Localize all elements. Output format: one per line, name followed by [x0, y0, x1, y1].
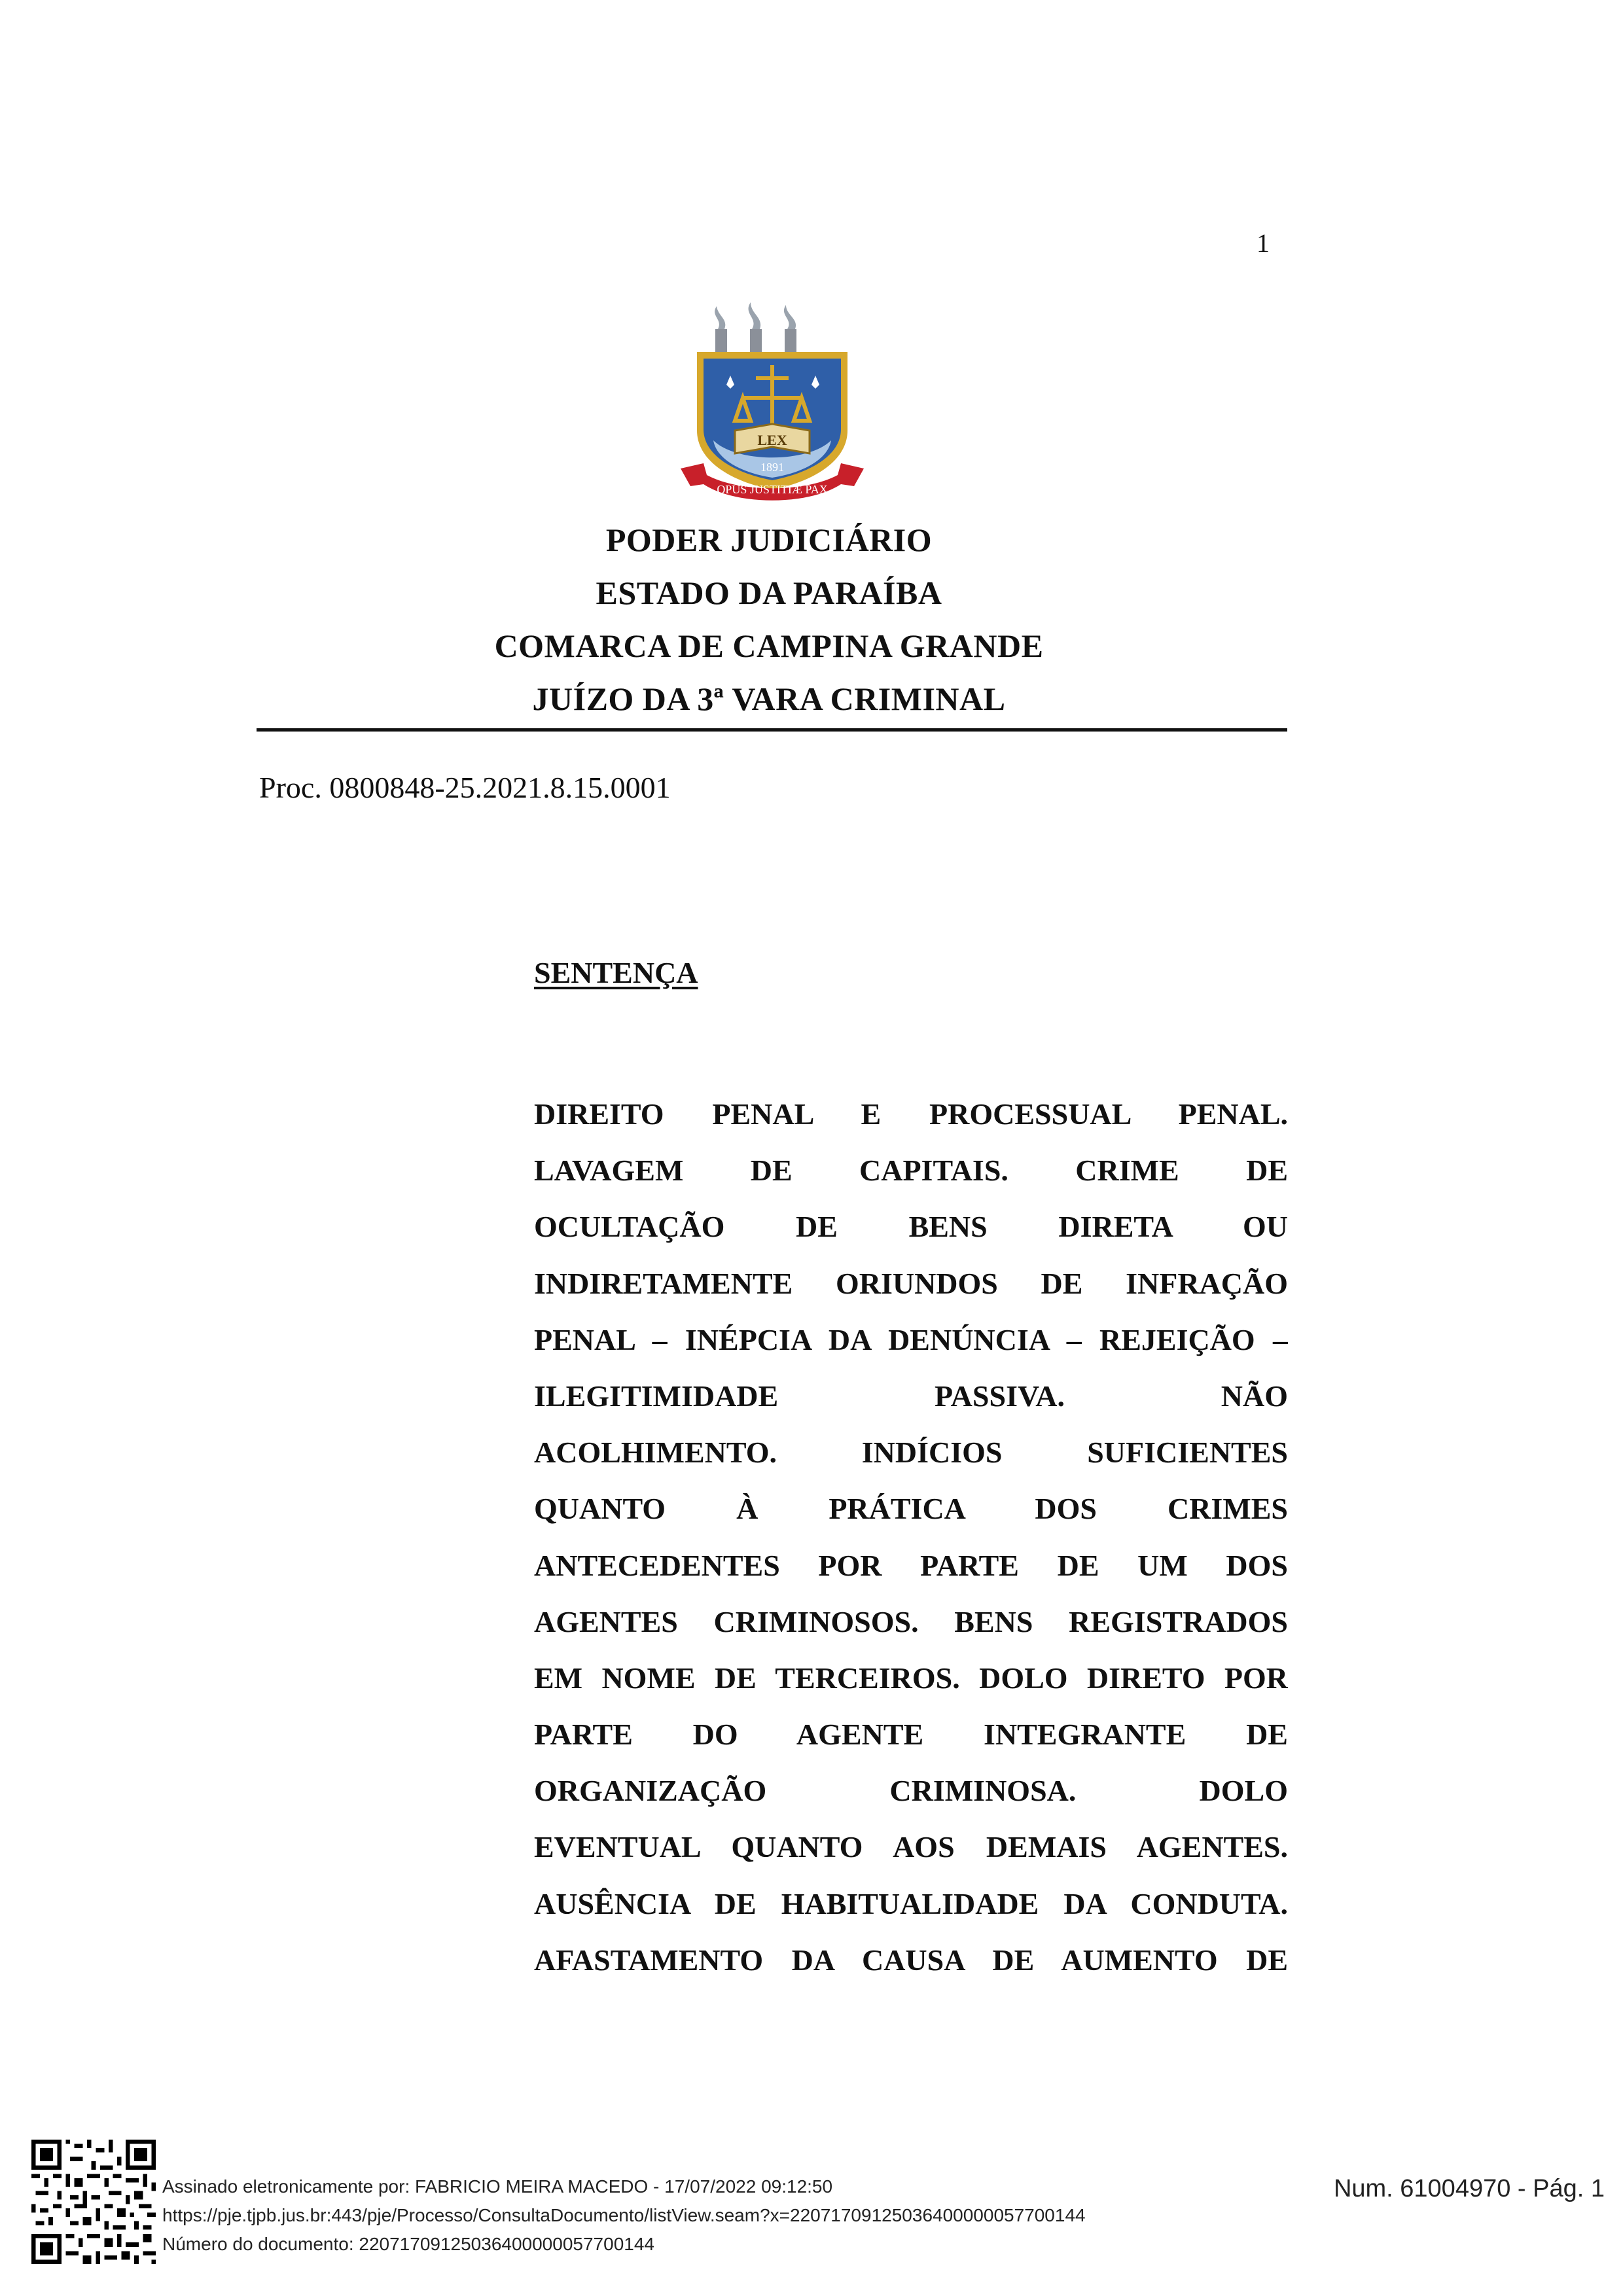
header-line-judiciary: PODER JUDICIÁRIO	[605, 521, 933, 558]
document-title: SENTENÇA	[534, 956, 698, 989]
page-number: 1	[1257, 228, 1270, 258]
ementa-line: EM NOME DE TERCEIROS. DOLO DIRETO POR	[534, 1661, 1288, 1695]
ementa-line: PENAL – INÉPCIA DA DENÚNCIA – REJEIÇÃO –	[534, 1322, 1288, 1356]
ementa-line: ANTECEDENTES POR PARTE DE UM DOS	[534, 1548, 1288, 1582]
qr-code-icon[interactable]	[31, 2140, 156, 2264]
ementa-line: ILEGITIMIDADE PASSIVA. NÃO	[534, 1379, 1288, 1413]
emblem-motto: OPUS JUSTITIÆ PAX	[717, 483, 828, 496]
ementa-line: ORGANIZAÇÃO CRIMINOSA. DOLO	[534, 1774, 1288, 1808]
signed-by-text: Assinado eletronicamente por: FABRICIO MEIRA MACEDO - 17/07/2022 09:12:50	[162, 2176, 833, 2197]
document-number-text: Número do documento: 22071709125036400000057700144	[162, 2234, 654, 2254]
ementa-line: AFASTAMENTO DA CAUSA DE AUMENTO DE	[534, 1943, 1288, 1977]
ementa-line: ACOLHIMENTO. INDÍCIOS SUFICIENTES	[534, 1436, 1288, 1470]
coat-of-arms-icon	[677, 300, 867, 509]
ementa-block	[534, 1086, 1288, 1988]
document-url-link[interactable]: https://pje.tjpb.jus.br:443/pje/Processo/ConsultaDocumento/listView.seam?x=22071709125036400000057700144	[162, 2205, 1086, 2225]
header-line-court: JUÍZO DA 3ª VARA CRIMINAL	[532, 680, 1006, 717]
ementa-line: INDIRETAMENTE ORIUNDOS DE INFRAÇÃO	[534, 1266, 1288, 1300]
ementa-line: LAVAGEM DE CAPITAIS. CRIME DE	[534, 1154, 1288, 1188]
signature-footer	[162, 2172, 1086, 2259]
emblem-book-text: LEX	[757, 432, 787, 448]
ementa-line: QUANTO À PRÁTICA DOS CRIMES	[534, 1492, 1288, 1526]
header-line-district: COMARCA DE CAMPINA GRANDE	[494, 627, 1044, 664]
court-header	[252, 514, 1286, 726]
page-reference: Num. 61004970 - Pág. 1	[1333, 2175, 1605, 2202]
ementa-line: AUSÊNCIA DE HABITUALIDADE DA CONDUTA.	[534, 1886, 1288, 1920]
emblem-year: 1891	[760, 461, 784, 474]
header-divider	[257, 728, 1287, 732]
ementa-line: OCULTAÇÃO DE BENS DIRETA OU	[534, 1210, 1288, 1244]
ementa-line: EVENTUAL QUANTO AOS DEMAIS AGENTES.	[534, 1830, 1288, 1864]
ementa-line: PARTE DO AGENTE INTEGRANTE DE	[534, 1718, 1288, 1752]
header-line-state: ESTADO DA PARAÍBA	[596, 574, 942, 611]
process-number: Proc. 0800848-25.2021.8.15.0001	[259, 771, 671, 804]
ementa-line: DIREITO PENAL E PROCESSUAL PENAL.	[534, 1097, 1288, 1131]
ementa-line: AGENTES CRIMINOSOS. BENS REGISTRADOS	[534, 1604, 1288, 1638]
